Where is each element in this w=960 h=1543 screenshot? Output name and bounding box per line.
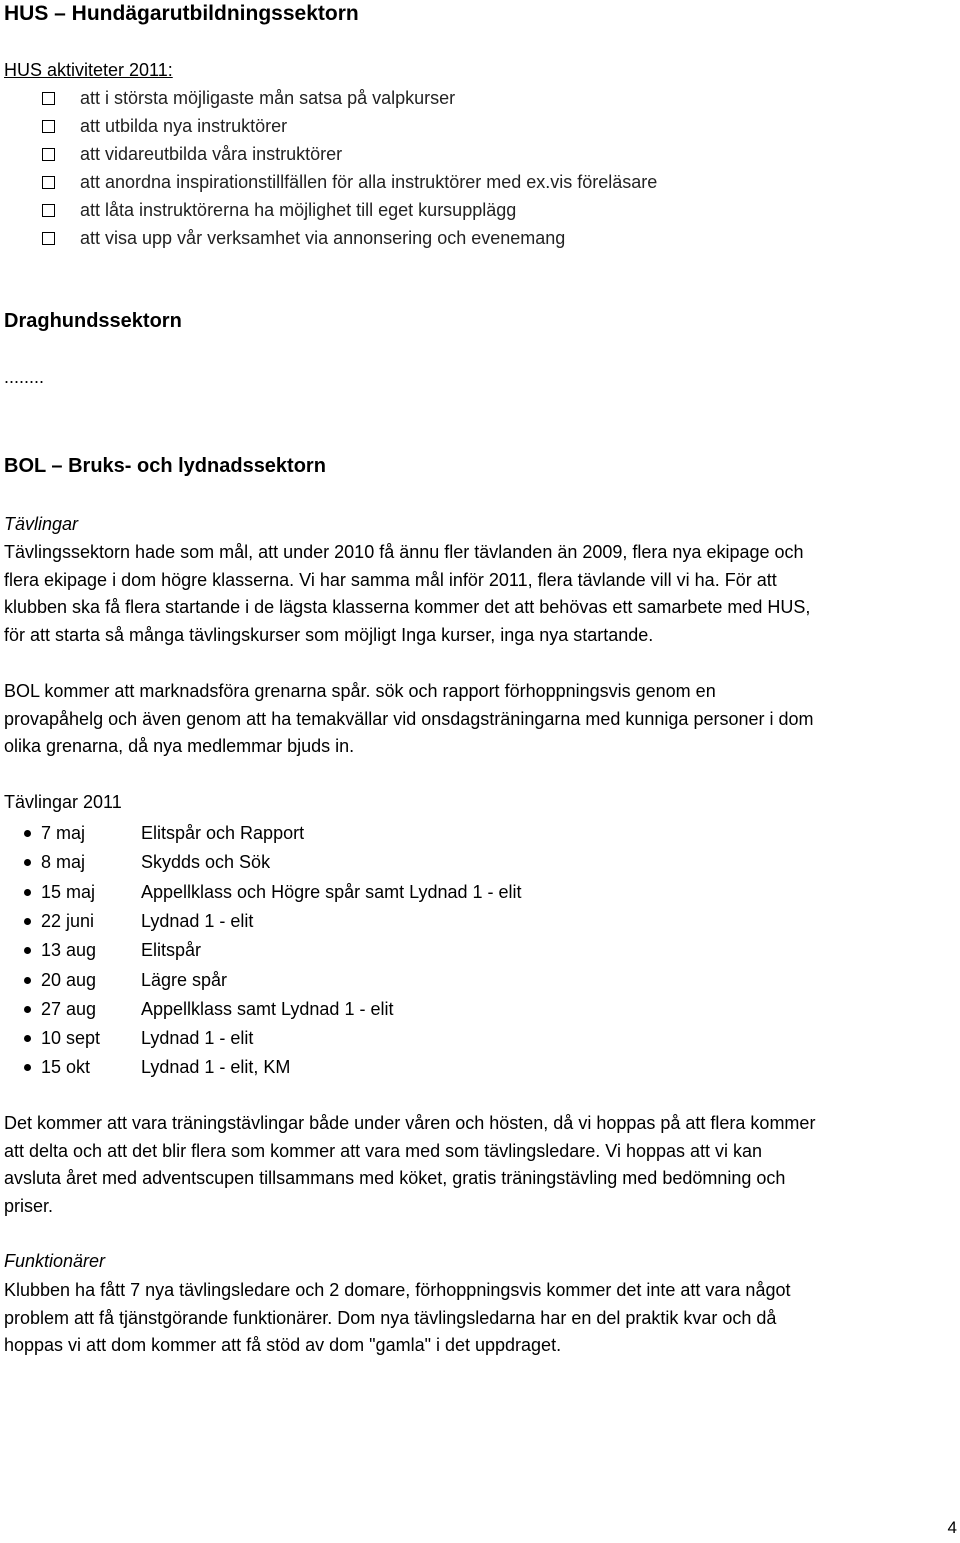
list-item: 22 juni Lydnad 1 - elit bbox=[24, 909, 253, 933]
checkbox-icon bbox=[42, 92, 55, 105]
bullet-icon bbox=[24, 1035, 31, 1042]
list-item: 10 sept Lydnad 1 - elit bbox=[24, 1026, 253, 1050]
bullet-icon bbox=[24, 1064, 31, 1071]
bullet-icon bbox=[24, 830, 31, 837]
hus-title: HUS – Hundägarutbildningssektorn bbox=[4, 2, 359, 25]
checkbox-icon bbox=[42, 148, 55, 161]
drag-ellipsis: ........ bbox=[4, 367, 45, 387]
checkbox-icon bbox=[42, 232, 55, 245]
bol-paragraph-1: Tävlingssektorn hade som mål, att under 2010 få ännu fler tävlanden än 2009, flera nya ekipage och flera ekipage i dom högre klasserna. Vi har samma mål inför 2011, flera tävlande vill vi ha. För att klubben ska få flera startande i de lägsta klasserna kommer det att behövas ett samarbete med HUS, för att starta så många tävlingskurser som möjligt Inga kurser, inga nya startande. bbox=[4, 542, 811, 645]
list-item: 15 okt Lydnad 1 - elit, KM bbox=[24, 1055, 290, 1079]
bol-funktionarer-heading: Funktionärer bbox=[4, 1251, 106, 1271]
list-item: att vidareutbilda våra instruktörer bbox=[42, 143, 342, 165]
bol-paragraph-2: BOL kommer att marknadsföra grenarna spår. sök och rapport förhoppningsvis genom en provapåhelg och även genom att ha temakvällar vid onsdagsträningarna med kunniga personer i dom olika grenarna, då nya medlemmar bjuds in. bbox=[4, 681, 814, 756]
bol-paragraph-4: Klubben ha fått 7 nya tävlingsledare och 2 domare, förhoppningsvis kommer det inte att vara något problem att få tjänstgörande funktionärer. Dom nya tävlingsledarna har en del praktik kvar och då hoppas vi att dom kommer att få stöd av dom "gamla" i det uppdraget. bbox=[4, 1280, 791, 1355]
bullet-icon bbox=[24, 1006, 31, 1013]
bol-paragraph-3: Det kommer att vara träningstävlingar både under våren och hösten, då vi hoppas på att flera kommer att delta och att det blir flera som kommer att vara med som tävlingsledare. Vi hoppas att vi kan avsluta året med adventscupen tillsammans med köket, gratis träningstävling med bedömning och priser. bbox=[4, 1113, 816, 1216]
drag-title: Draghundssektorn bbox=[4, 310, 182, 332]
list-item: att utbilda nya instruktörer bbox=[42, 115, 287, 137]
bullet-icon bbox=[24, 977, 31, 984]
hus-activities-heading: HUS aktiviteter 2011: bbox=[4, 60, 173, 80]
list-item: att låta instruktörerna ha möjlighet till eget kursupplägg bbox=[42, 199, 516, 221]
bol-title: BOL – Bruks- och lydnadssektorn bbox=[4, 455, 326, 477]
list-item: 13 aug Elitspår bbox=[24, 938, 201, 962]
bullet-icon bbox=[24, 889, 31, 896]
bol-tavlingar-heading: Tävlingar bbox=[4, 514, 79, 534]
page-number: 4 bbox=[947, 1518, 957, 1537]
list-item: 20 aug Lägre spår bbox=[24, 968, 227, 992]
checkbox-icon bbox=[42, 120, 55, 133]
list-item: att anordna inspirationstillfällen för alla instruktörer med ex.vis föreläsare bbox=[42, 171, 657, 193]
list-item: att visa upp vår verksamhet via annonsering och evenemang bbox=[42, 227, 565, 249]
list-item: 7 maj Elitspår och Rapport bbox=[24, 821, 304, 845]
list-item: 27 aug Appellklass samt Lydnad 1 - elit bbox=[24, 997, 393, 1021]
list-item: 8 maj Skydds och Sök bbox=[24, 850, 270, 874]
bol-tavlingar-2011-heading: Tävlingar 2011 bbox=[4, 792, 122, 812]
bullet-icon bbox=[24, 947, 31, 954]
checkbox-icon bbox=[42, 204, 55, 217]
bullet-icon bbox=[24, 859, 31, 866]
list-item: att i största möjligaste mån satsa på valpkurser bbox=[42, 87, 455, 109]
bullet-icon bbox=[24, 918, 31, 925]
list-item: 15 maj Appellklass och Högre spår samt Lydnad 1 - elit bbox=[24, 880, 522, 904]
checkbox-icon bbox=[42, 176, 55, 189]
